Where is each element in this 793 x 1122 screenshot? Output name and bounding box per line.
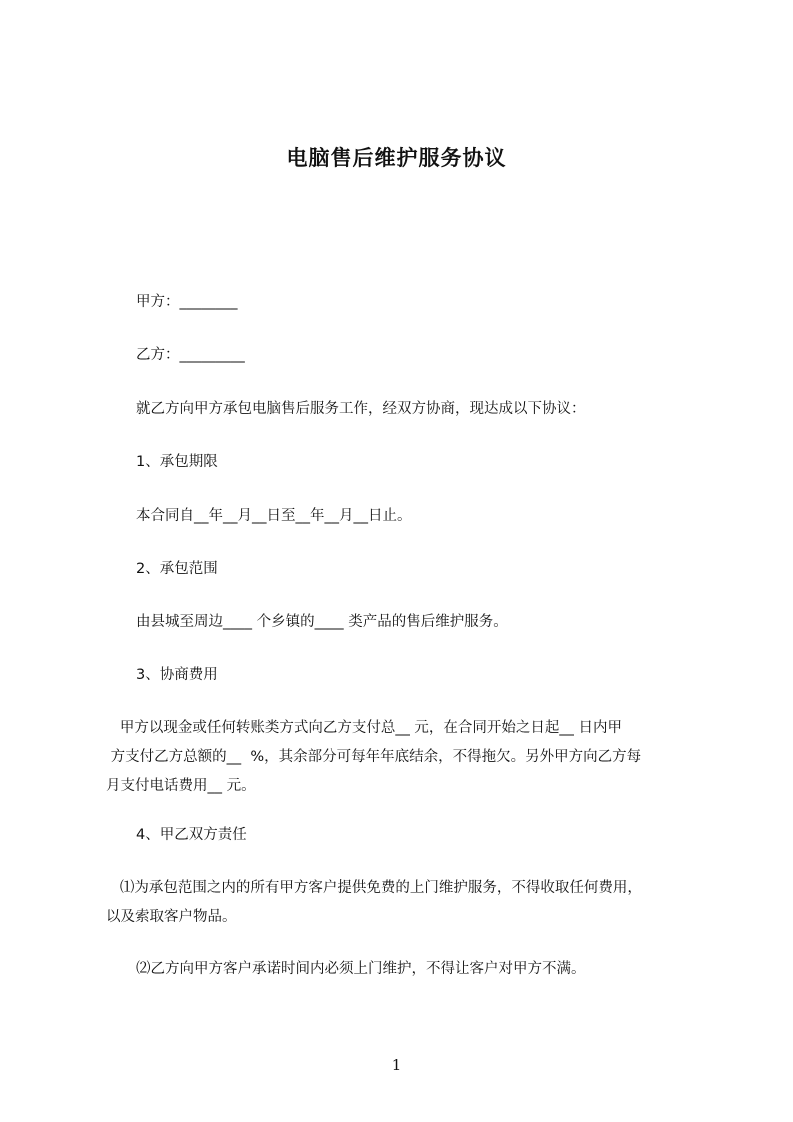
section-3-heading: 3、协商费用 xyxy=(136,667,218,683)
page-number: 1 xyxy=(391,1056,402,1074)
section-4-item-2: ⑵乙方向甲方客户承诺时间内必须上门维护，不得让客户对甲方不满。 xyxy=(136,961,586,977)
document-title: 电脑售后维护服务协议 xyxy=(286,146,507,170)
section-1-heading: 1、承包期限 xyxy=(136,454,218,470)
section-3-line: 方支付乙方总额的__ %，其余部分可每年年底结余，不得拖欠。另外甲方向乙方每 xyxy=(106,749,642,765)
party-b-line: 乙方：_________ xyxy=(136,347,245,363)
section-3-paragraph xyxy=(106,714,726,801)
section-4-item-1-line: ⑴为承包范围之内的所有甲方客户提供免费的上门维护服务，不得收取任何费用， xyxy=(106,880,642,896)
section-2-heading: 2、承包范围 xyxy=(136,561,218,577)
section-4-item-1 xyxy=(106,874,726,932)
section-1-text: 本合同自__年__月__日至__年__月__日止。 xyxy=(136,508,412,524)
section-3-line: 甲方以现金或任何转账类方式向乙方支付总__ 元，在合同开始之日起__ 日内甲 xyxy=(106,720,623,736)
section-4-item-1-line: 以及索取客户物品。 xyxy=(106,909,237,925)
section-2-text: 由县城至周边____ 个乡镇的____ 类产品的售后维护服务。 xyxy=(136,614,508,630)
party-a-line: 甲方：________ xyxy=(136,294,238,310)
intro-paragraph: 就乙方向甲方承包电脑售后服务工作，经双方协商，现达成以下协议： xyxy=(136,401,586,417)
section-4-heading: 4、甲乙双方责任 xyxy=(136,827,247,843)
section-3-line: 月支付电话费用__ 元。 xyxy=(106,778,256,794)
